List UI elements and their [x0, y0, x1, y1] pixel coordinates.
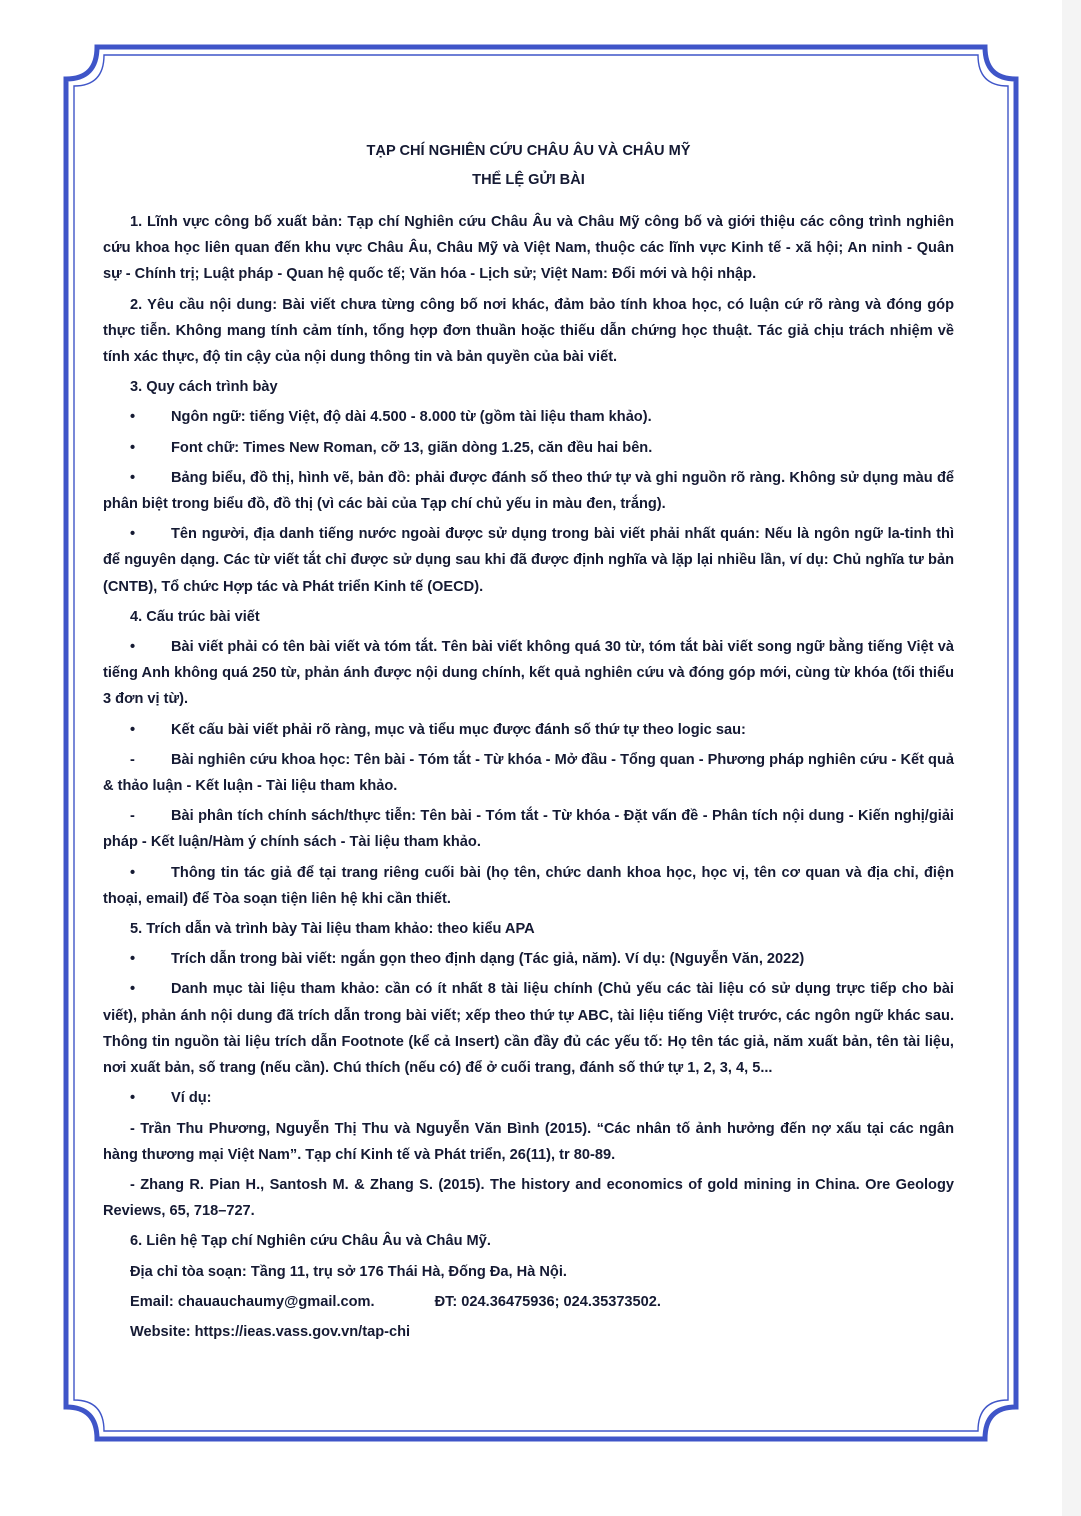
list-item-text: Bài phân tích chính sách/thực tiễn: Tên bài - Tóm tắt - Từ khóa - Đặt vấn đề - Phân tích nội dung - Kiến nghị/giải pháp - Kết luận/Hàm ý chính sách - Tài liệu tham khảo. — [103, 808, 954, 851]
section-4-heading: 4. Cấu trúc bài viết — [130, 608, 260, 625]
list-item — [103, 946, 954, 972]
list-item — [103, 976, 954, 1081]
list-item-text: Bảng biểu, đồ thị, hình vẽ, bản đồ: phải được đánh số theo thứ tự và ghi nguồn rõ ràng. Không sử dụng màu để phân biệt trong biểu đồ, đồ thị (vì các bài của Tạp chí chủ yếu in màu đen, trắng). — [103, 469, 954, 513]
reference-example-1: - Trần Thu Phương, Nguyễn Thị Thu và Nguyễn Văn Bình (2015). “Các nhân tố ảnh hưởng đến nợ xấu tại các ngân hàng thương mại Việt Nam”. Tạp chí Kinh tế và Phát triển, 26(11), tr 80-89. — [103, 1120, 954, 1163]
bullet-marker: • — [130, 951, 136, 968]
bullet-marker: • — [130, 981, 136, 998]
list-item — [103, 717, 954, 743]
section-1: 1. Lĩnh vực công bố xuất bản: Tạp chí Nghiên cứu Châu Âu và Châu Mỹ công bố và giới thiệu các công trình nghiên cứu khoa học liên quan đến khu vực Châu Âu, Châu Mỹ và Việt Nam, thuộc các lĩnh vực Kinh tế - xã hội; An ninh - Quân sự - Chính trị; Luật pháp - Quan hệ quốc tế; Văn hóa - Lịch sử; Việt Nam: Đổi mới và hội nhập. — [103, 214, 954, 283]
dash-marker: - — [130, 808, 135, 825]
contact-line — [103, 1289, 954, 1315]
contact-phone: ĐT: 024.36475936; 024.35373502. — [434, 1293, 661, 1310]
reference-example-2: - Zhang R. Pian H., Santosh M. & Zhang S. (2015). The history and economics of gold mining in China. Ore Geology Reviews, 65, 718–727. — [103, 1176, 954, 1220]
section-5-heading: 5. Trích dẫn và trình bày Tài liệu tham khảo: theo kiểu APA — [130, 921, 535, 938]
journal-title: TẠP CHÍ NGHIÊN CỨU CHÂU ÂU VÀ CHÂU MỸ — [366, 143, 691, 159]
bullet-marker: • — [130, 721, 136, 738]
bullet-marker: • — [130, 864, 136, 881]
contact-email[interactable]: Email: chauauchaumy@gmail.com. — [130, 1293, 375, 1310]
bullet-marker: • — [130, 439, 136, 456]
contact-address: Địa chỉ tòa soạn: Tầng 11, trụ sở 176 Thái Hà, Đống Đa, Hà Nội. — [130, 1263, 567, 1280]
list-item-text: Bài viết phải có tên bài viết và tóm tắt. Tên bài viết không quá 30 từ, tóm tắt bài viết song ngữ bằng tiếng Việt và tiếng Anh không quá 250 từ, phản ánh được nội dung chính, kết quả nghiên cứu và đóng góp mới, cùng từ khóa (tối thiểu 3 đơn vị từ). — [103, 639, 954, 708]
contact-website[interactable]: Website: https://ieas.vass.gov.vn/tap-chi — [130, 1323, 411, 1340]
bullet-marker: • — [130, 469, 136, 486]
list-item — [103, 435, 954, 461]
list-item-text: Thông tin tác giả để tại trang riêng cuối bài (họ tên, chức danh khoa học, học vị, tên cơ quan và địa chỉ, điện thoại, email) để Tòa soạn tiện liên hệ khi cần thiết. — [103, 864, 954, 907]
document-subtitle: THỂ LỆ GỬI BÀI — [472, 172, 585, 188]
bullet-marker: • — [130, 639, 136, 656]
list-item-text: Ví dụ: — [171, 1090, 212, 1107]
bullet-marker: • — [130, 1090, 136, 1107]
list-item-text: Trích dẫn trong bài viết: ngắn gọn theo định dạng (Tác giả, năm). Ví dụ: (Nguyễn Văn, 2022) — [171, 951, 805, 968]
list-item-text: Ngôn ngữ: tiếng Việt, độ dài 4.500 - 8.000 từ (gồm tài liệu tham khảo). — [171, 409, 652, 426]
list-item — [103, 860, 954, 912]
bullet-marker: • — [130, 526, 136, 543]
list-item-text: Font chữ: Times New Roman, cỡ 13, giãn dòng 1.25, căn đều hai bên. — [171, 439, 653, 456]
document-body — [103, 137, 954, 1349]
list-item — [103, 404, 954, 430]
list-item — [103, 465, 954, 517]
dash-marker: - — [130, 751, 135, 768]
list-item-text: Kết cấu bài viết phải rõ ràng, mục và tiểu mục được đánh số thứ tự theo logic sau: — [171, 721, 746, 738]
list-item — [103, 1085, 954, 1111]
list-item-text: Bài nghiên cứu khoa học: Tên bài - Tóm tắt - Từ khóa - Mở đầu - Tổng quan - Phương pháp nghiên cứu - Kết quả & thảo luận - Kết luận - Tài liệu tham khảo. — [103, 751, 954, 795]
list-item — [103, 634, 954, 713]
list-item — [103, 521, 954, 600]
section-3-heading: 3. Quy cách trình bày — [130, 379, 278, 396]
list-item-text: Danh mục tài liệu tham khảo: cần có ít nhất 8 tài liệu chính (Chủ yếu các tài liệu có sử dụng trực tiếp cho bài viết), phản ánh nội dung đã trích dẫn trong bài viết; xếp theo thứ tự ABC, tài liệu tiếng Việt trước, các ngôn ngữ khác sau. Thông tin nguồn tài liệu trích dẫn Footnote (kể cả Insert) cần đầy đủ các yếu tố: Họ tên tác giả, năm xuất bản, tên tài liệu, nơi xuất bản, số trang (nếu cần). Chú thích (nếu có) để ở cuối trang, đánh số thứ tự 1, 2, 3, 4, 5... — [103, 981, 954, 1077]
bullet-marker: • — [130, 409, 136, 426]
section-2: 2. Yêu cầu nội dung: Bài viết chưa từng công bố nơi khác, đảm bảo tính khoa học, có luận cứ rõ ràng và đóng góp thực tiễn. Không mang tính cảm tính, tổng hợp đơn thuần hoặc thiếu dẫn chứng học thuật. Tác giả chịu trách nhiệm về tính xác thực, độ tin cậy của nội dung thông tin và bản quyền của bài viết. — [103, 296, 954, 366]
list-item-text: Tên người, địa danh tiếng nước ngoài được sử dụng trong bài viết phải nhất quán: Nếu là ngôn ngữ la-tinh thì để nguyên dạng. Các từ viết tắt chỉ được sử dụng sau khi đã được định nghĩa và lặp lại nhiều lần, ví dụ: Chủ nghĩa tư bản (CNTB), Tổ chức Hợp tác và Phát triển Kinh tế (OECD). — [103, 526, 954, 595]
section-6-heading: 6. Liên hệ Tạp chí Nghiên cứu Châu Âu và Châu Mỹ. — [130, 1233, 491, 1250]
list-item — [103, 803, 954, 855]
list-item — [103, 747, 954, 799]
